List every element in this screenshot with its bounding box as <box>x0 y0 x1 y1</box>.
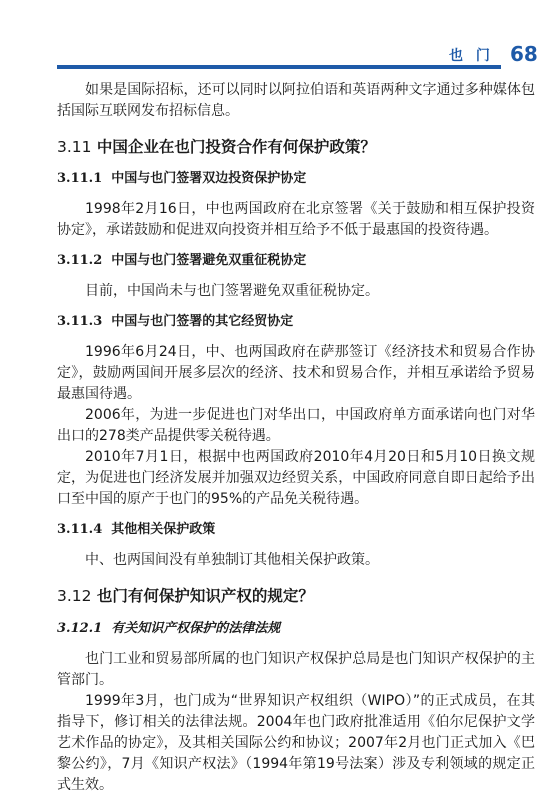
subsection-number: 3.11.2 <box>57 253 103 268</box>
page-number: 68 <box>510 42 538 66</box>
running-header-country: 也 门 <box>449 48 494 64</box>
page-body <box>57 80 535 796</box>
subsection-number: 3.11.4 <box>57 522 103 537</box>
section-title: 中国企业在也门投资合作有何保护政策？ <box>96 138 376 156</box>
subsection-title: 其他相关保护政策 <box>111 522 216 537</box>
section-title: 也门有何保护知识产权的规定？ <box>96 587 314 605</box>
header-rule <box>57 65 501 69</box>
subsection-heading-3-11-3 <box>57 312 535 332</box>
paragraph: 2010年7月1日，根据中也两国政府2010年4月20日和5月10日换文规定，为促进也门经济发展并加强双边经贸关系，中国政府同意自即日起给予出口至中国的原产于也门的95%的产品免关税待遇。 <box>57 449 535 507</box>
subsection-number: 3.11.3 <box>57 314 103 329</box>
subsection-heading-3-11-2 <box>57 251 535 271</box>
paragraph: 中、也两国间没有单独制订其他相关保护政策。 <box>85 552 379 568</box>
section-number: 3.11 <box>57 138 92 156</box>
subsection-heading-3-11-4 <box>57 520 535 540</box>
subsection-heading-3-11-1 <box>57 169 535 189</box>
paragraph: 1996年6月24日，中、也两国政府在萨那签订《经济技术和贸易合作协定》，鼓励两国间开展多层次的经济、技术和贸易合作，并相互承诺给予贸易最惠国待遇。 <box>57 344 535 402</box>
subsection-title: 中国与也门签署的其它经贸协定 <box>111 314 294 329</box>
subsection-number: 3.12.1 <box>57 621 103 636</box>
section-number: 3.12 <box>57 587 92 605</box>
subsection-title: 中国与也门签署双边投资保护协定 <box>111 171 307 186</box>
paragraph: 目前，中国尚未与也门签署避免双重征税协定。 <box>85 283 379 299</box>
subsection-title: 有关知识产权保护的法律法规 <box>111 621 281 636</box>
subsection-title: 中国与也门签署避免双重征税协定 <box>111 253 307 268</box>
paragraph: 1998年2月16日，中也两国政府在北京签署《关于鼓励和相互保护投资协定》，承诺鼓励和促进双向投资并相互给予不低于最惠国的投资待遇。 <box>57 201 535 238</box>
paragraph: 也门工业和贸易部所属的也门知识产权保护总局是也门知识产权保护的主管部门。 <box>57 651 535 688</box>
intro-paragraph: 如果是国际招标，还可以同时以阿拉伯语和英语两种文字通过多种媒体包括国际互联网发布招标信息。 <box>57 82 535 119</box>
subsection-number: 3.11.1 <box>57 171 103 186</box>
section-heading-3-11 <box>57 136 535 158</box>
section-heading-3-12 <box>57 585 535 607</box>
paragraph: 1999年3月，也门成为“世界知识产权组织（WIPO）”的正式成员，在其指导下，修订相关的法律法规。2004年也门政府批准适用《伯尔尼保护文学艺术作品的协定》，及其相关国际公约和协议；2007年2月也门正式加入《巴黎公约》，7月《知识产权法》（1994年第19号法案）涉及专利领域的规定正式生效。 <box>57 693 535 793</box>
subsection-heading-3-12-1 <box>57 619 535 639</box>
paragraph: 2006年，为进一步促进也门对华出口，中国政府单方面承诺向也门对华出口的278类产品提供零关税待遇。 <box>57 407 535 444</box>
